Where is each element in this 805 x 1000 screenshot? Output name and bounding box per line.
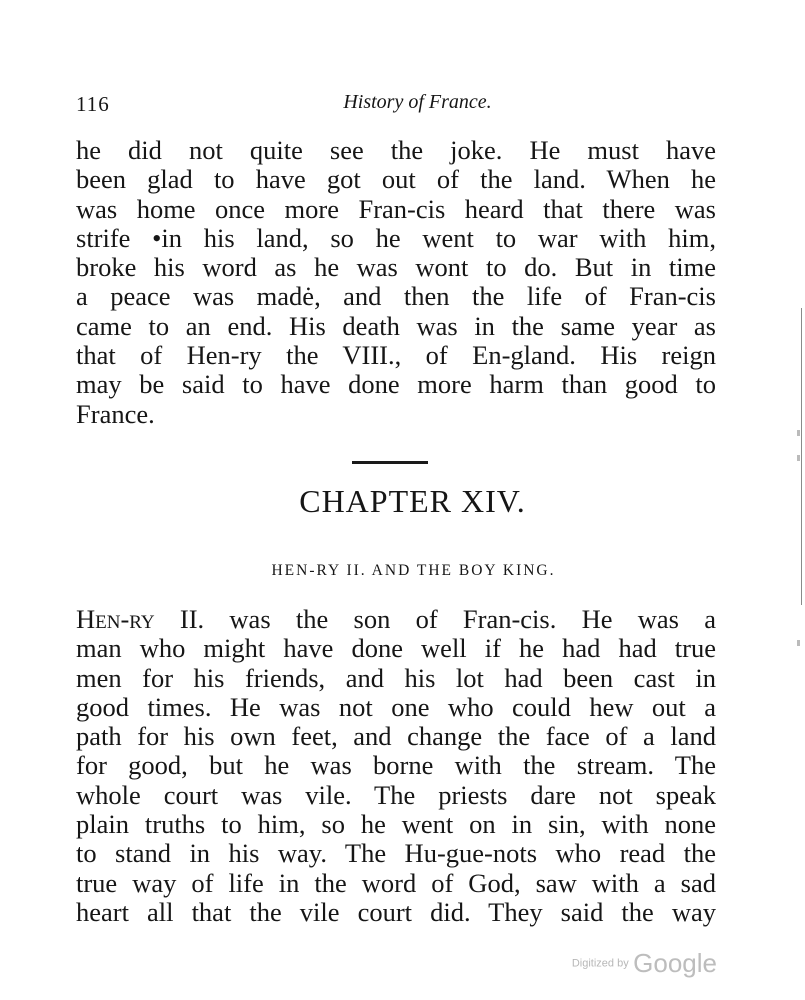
text-line: broke his word as he was wont to do. But in time: [76, 252, 716, 283]
text-line: came to an end. His death was in the same year as: [76, 310, 716, 341]
text-line: whole court was vile. The priests dare not speak: [76, 779, 716, 810]
text-line: was home once more Fran-cis heard that there was: [76, 193, 716, 224]
text-line: for good, but he was borne with the stream. The: [76, 750, 716, 781]
text-line: path for his own feet, and change the face of a land: [76, 721, 716, 752]
chapter-subtitle: HEN-RY II. AND THE BOY KING.: [271, 562, 556, 579]
digitized-watermark: [572, 948, 717, 979]
scan-edge-line: [801, 308, 802, 605]
text-line: that of Hen-ry the VIII., of En-gland. His reign: [76, 340, 716, 371]
chapter-title: CHAPTER XIV.: [299, 483, 526, 519]
watermark-brand: Google: [633, 948, 717, 978]
running-title: History of France.: [343, 91, 492, 113]
continuation-paragraph: [76, 136, 716, 429]
text-line: heart all that the vile court did. They said the way: [76, 896, 716, 927]
text-line: men for his friends, and his lot had been cast in: [76, 662, 716, 693]
text-line: plain truths to him, so he went on in sin, with none: [76, 809, 716, 840]
text-line: man who might have done well if he had had true: [76, 633, 716, 664]
text-line: true way of life in the word of God, saw with a sad: [76, 867, 716, 898]
text-line: France.: [76, 398, 155, 429]
text-line: to stand in his way. The Hu-gue-nots who read the: [76, 838, 716, 869]
watermark-prefix: Digitized by: [571, 957, 629, 970]
text-line: been glad to have got out of the land. When he: [76, 164, 716, 195]
text-line: strife •in his land, so he went to war with him,: [76, 222, 716, 253]
text-line: [76, 605, 716, 634]
text-line: may be said to have done more harm than good to: [76, 369, 716, 400]
text-line: a peace was madė, and then the life of Fran-cis: [76, 281, 716, 312]
text-line: good times. He was not one who could hew out a: [76, 691, 716, 722]
text-line-rest: II. was the son of Fran-cis. He was a: [154, 604, 716, 634]
scan-edge-mark: [797, 455, 800, 461]
scan-edge-mark: [797, 430, 800, 436]
text-line: he did not quite see the joke. He must have: [76, 135, 716, 165]
scan-edge-mark: [797, 640, 800, 646]
section-divider: [352, 461, 428, 464]
chapter-paragraph: [76, 605, 716, 927]
page-number: 116: [76, 92, 110, 116]
chapter-lead-word: Hen-ry: [76, 604, 155, 634]
